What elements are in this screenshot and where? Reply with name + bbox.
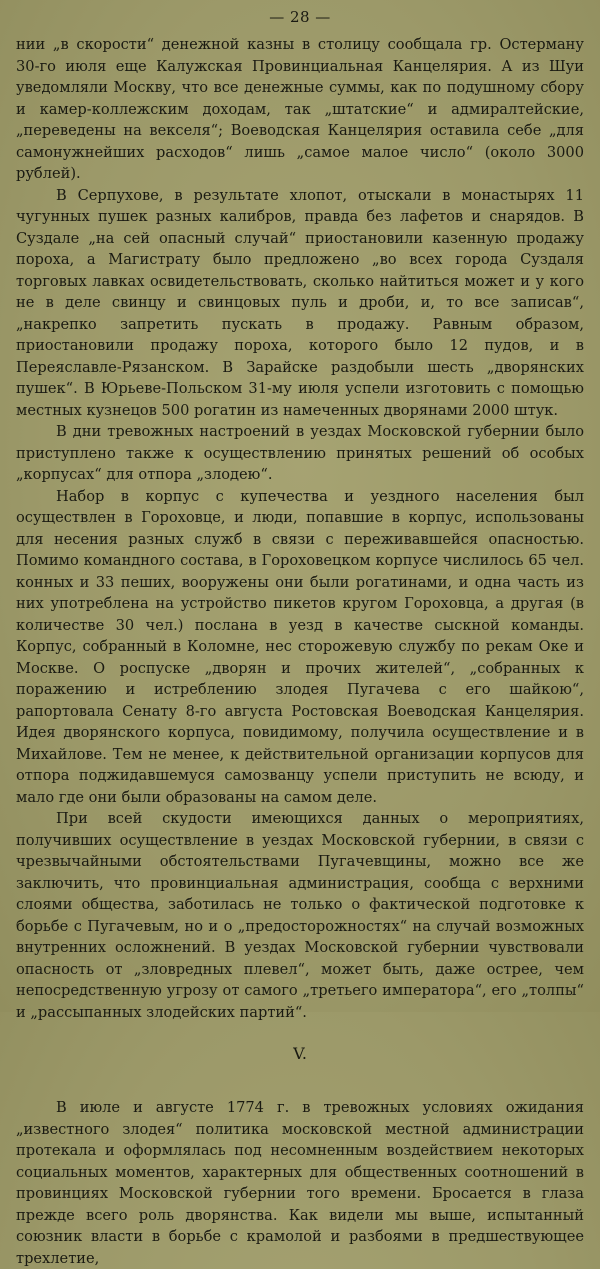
paragraph-conclusion: При всей скудости имеющихся данных о мероприятиях, получивших осуществление в уездах Московской губернии, в связи с чрезвычайными обстоятельствами Пугачевщины, можно все же заключить, что провинциальная администрация, сообща с верхними слоями общества, заботилась не только о фактической подготовке к борьбе с Пугачевым, но и о „предосторожностях“ на случай возможных внутренних осложнений. В уездах Московской губернии чувствовали опасность от „зловредных плевел“, может быть, даже острее, чем непосредственную угрозу от самого „третьего императора“, его „толпы“ и „рассыпанных злодейских партий“. bbox=[16, 810, 584, 1021]
paragraph-corps-recruitment: Набор в корпус с купечества и уездного населения был осуществлен в Гороховце, и люди, попавшие в корпус, использованы для несения разных служб в связи с переживавшейся опасностью. Помимо командного состава, в Гороховецком корпусе числилось 65 чел. конных и 33 пеших, вооружены они были рогатинами, и одна часть из них употреблена на устройство пикетов кругом Гороховца, а другая (в количестве 30 чел.) послана в уезд в качестве сыскной команды. Корпус, собранный в Коломне, нес сторожевую службу по рекам Оке и Москве. О роспуске „дворян и прочих жителей“, „собранных к поражению и истреблению злодея Пугачева с его шайкою“, рапортовала Сенату 8-го августа Ростовская Воеводская Канцелярия. Идея дворянского корпуса, повидимому, получила осуществление и в Михайлове. Тем не менее, к действительной организации корпусов для отпора поджидавшемуся самозванцу успели приступить не всюду, и мало где они были образованы на самом деле. bbox=[16, 487, 584, 806]
paragraph-serpukhov: В Серпухове, в результате хлопот, отыскали в монастырях 11 чугунных пушек разных калибров, правда без лафетов и снарядов. В Суздале „на сей опасный случай“ приостановили казенную продажу пороха, а Магистрату было предложено „во всех города Суздаля торговых лавках освидетельствовать, сколько найтиться может и у кого не в деле свинцу и свинцовых пуль и дроби, и, то все записав“, „накрепко запретить пускать в продажу. Равным образом, приостановили продажу пороха, которого было 12 пудов, и в Переяславле-Рязанском. В Зарайске раздобыли шесть „дворянских пушек“. В Юрьеве-Польском 31-му июля успели изготовить с помощью местных кузнецов 500 рогатин из намеченных дворянами 2000 штук. bbox=[16, 186, 584, 419]
paragraph-continuation: нии „в скорости“ денежной казны в столицу сообщала гр. Остерману 30-го июля еще Калужская Провинциальная Канцелярия. А из Шуи уведомляли Москву, что все денежные суммы, как по подушному сбору и камер-коллежским доходам, так „штатские“ и адмиралтейские, „переведены на векселя“; Воеводская Канцелярия оставила себе „для самонужнейших расходов“ лишь „самое малое число“ (около 3000 рублей). bbox=[16, 36, 584, 182]
paragraph-section-five: В июле и августе 1774 г. в тревожных условиях ожидания „известного злодея“ политика московской местной администрации протекала и оформлялась под несомненным воздействием некоторых социальных моментов, характерных для общественных соотношений в провинциях Московской губернии того времени. Бросается в глаза прежде всего роль дворянства. Как видели мы выше, испытанный союзник власти в борьбе с крамолой и разбоями в предшествующее трехлетие, bbox=[16, 1099, 584, 1267]
page-number: — 28 — bbox=[269, 8, 331, 26]
section-heading: V. bbox=[293, 1044, 307, 1063]
body-text-after bbox=[16, 1097, 584, 1269]
body-text-before bbox=[16, 34, 584, 1023]
paragraph-corps-intro: В дни тревожных настроений в уездах Московской губернии было приступлено также к осуществлению принятых решений об особых „корпусах“ для отпора „злодею“. bbox=[16, 423, 584, 483]
